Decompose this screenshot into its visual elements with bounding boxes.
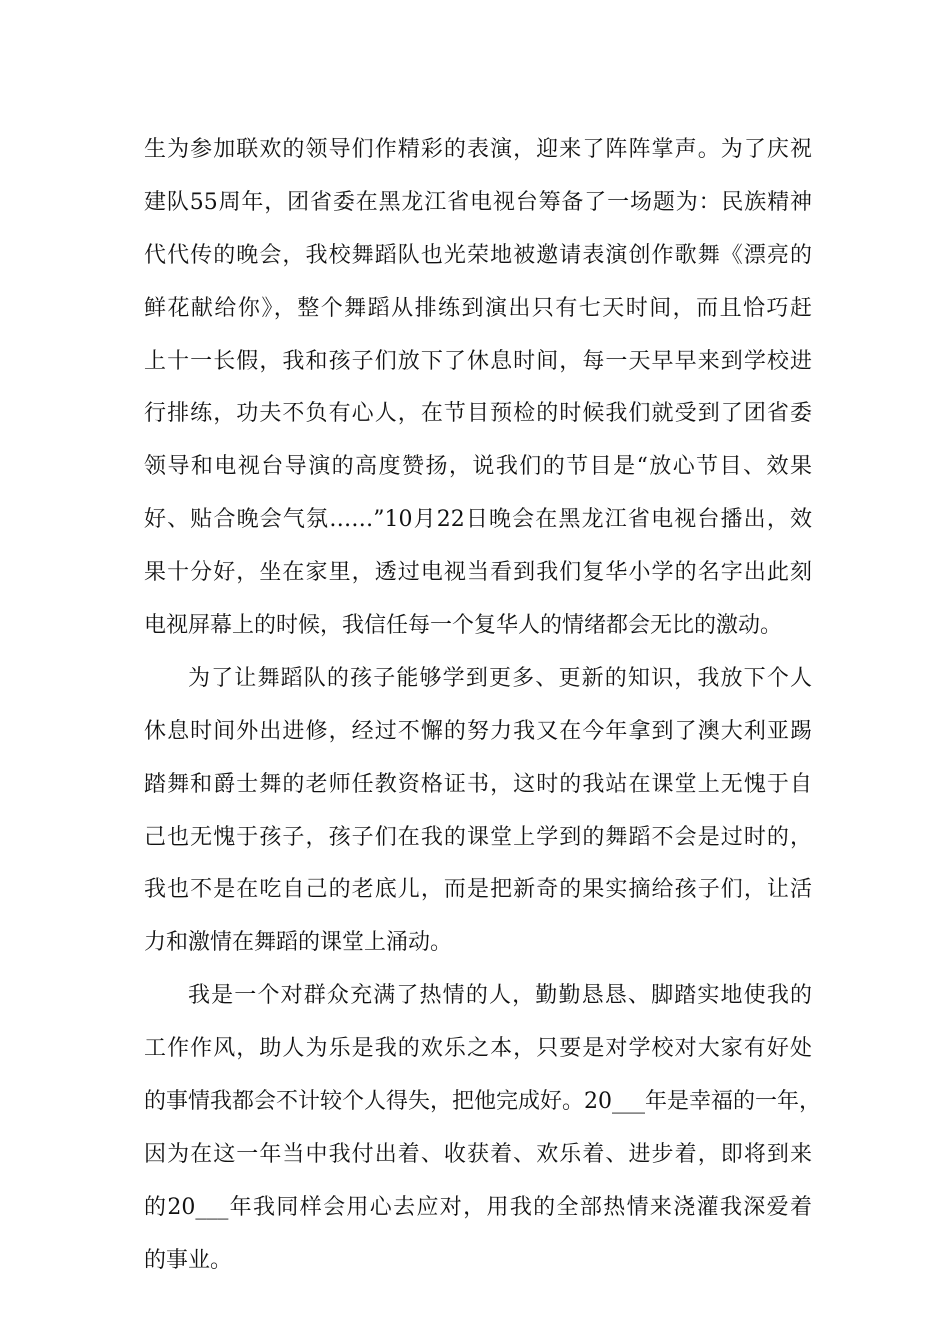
text-line: 踏舞和爵士舞的老师任教资格证书，这时的我站在课堂上无愧于自 [144,771,812,797]
text-line: 我是一个对群众充满了热情的人，勤勤恳恳、脚踏实地使我的 [188,983,812,1009]
text-line: 的事业。 [144,1247,233,1273]
text-line: 的事情我都会不计较个人得失，把他完成好。20___年是幸福的一年， [144,1089,821,1115]
text-line: 生为参加联欢的领导们作精彩的表演，迎来了阵阵掌声。为了庆祝 [144,137,812,162]
text-line: 我也不是在吃自己的老底儿，而是把新奇的果实摘给孩子们，让活 [144,877,812,903]
text-line: 电视屏幕上的时候，我信任每一个复华人的情绪都会无比的激动。 [144,613,783,639]
text-line: 建队55周年，团省委在黑龙江省电视台筹备了一场题为：民族精神 [144,189,812,215]
text-line: 工作作风，助人为乐是我的欢乐之本，只要是对学校对大家有好处 [144,1036,812,1062]
text-line: 休息时间外出进修，经过不懈的努力我又在今年拿到了澳大利亚踢 [144,718,812,744]
text-line: 领导和电视台导演的高度赞扬，说我们的节目是“放心节目、效果 [144,454,812,480]
text-line: 为了让舞蹈队的孩子能够学到更多、更新的知识，我放下个人 [188,665,812,691]
text-line: 果十分好，坐在家里，透过电视当看到我们复华小学的名字出此刻 [144,560,812,586]
text-line: 因为在这一年当中我付出着、收获着、欢乐着、进步着，即将到来 [144,1141,812,1167]
text-line: 鲜花献给你》，整个舞蹈从排练到演出只有七天时间，而且恰巧赶 [144,295,812,321]
text-line: 上十一长假，我和孩子们放下了休息时间，每一天早早来到学校进 [144,348,812,374]
document-body [144,124,821,1288]
text-line: 己也无愧于孩子，孩子们在我的课堂上学到的舞蹈不会是过时的， [144,824,812,850]
text-line: 力和激情在舞蹈的课堂上涌动。 [144,930,453,956]
text-line: 好、贴合晚会气氛……”10月22日晚会在黑龙江省电视台播出，效 [144,507,812,533]
text-line: 代代传的晚会，我校舞蹈队也光荣地被邀请表演创作歌舞《漂亮的 [144,242,812,268]
text-line: 行排练，功夫不负有心人，在节目预检的时候我们就受到了团省委 [144,401,812,427]
text-line: 的20___年我同样会用心去应对，用我的全部热情来浇灌我深爱着 [144,1194,812,1220]
